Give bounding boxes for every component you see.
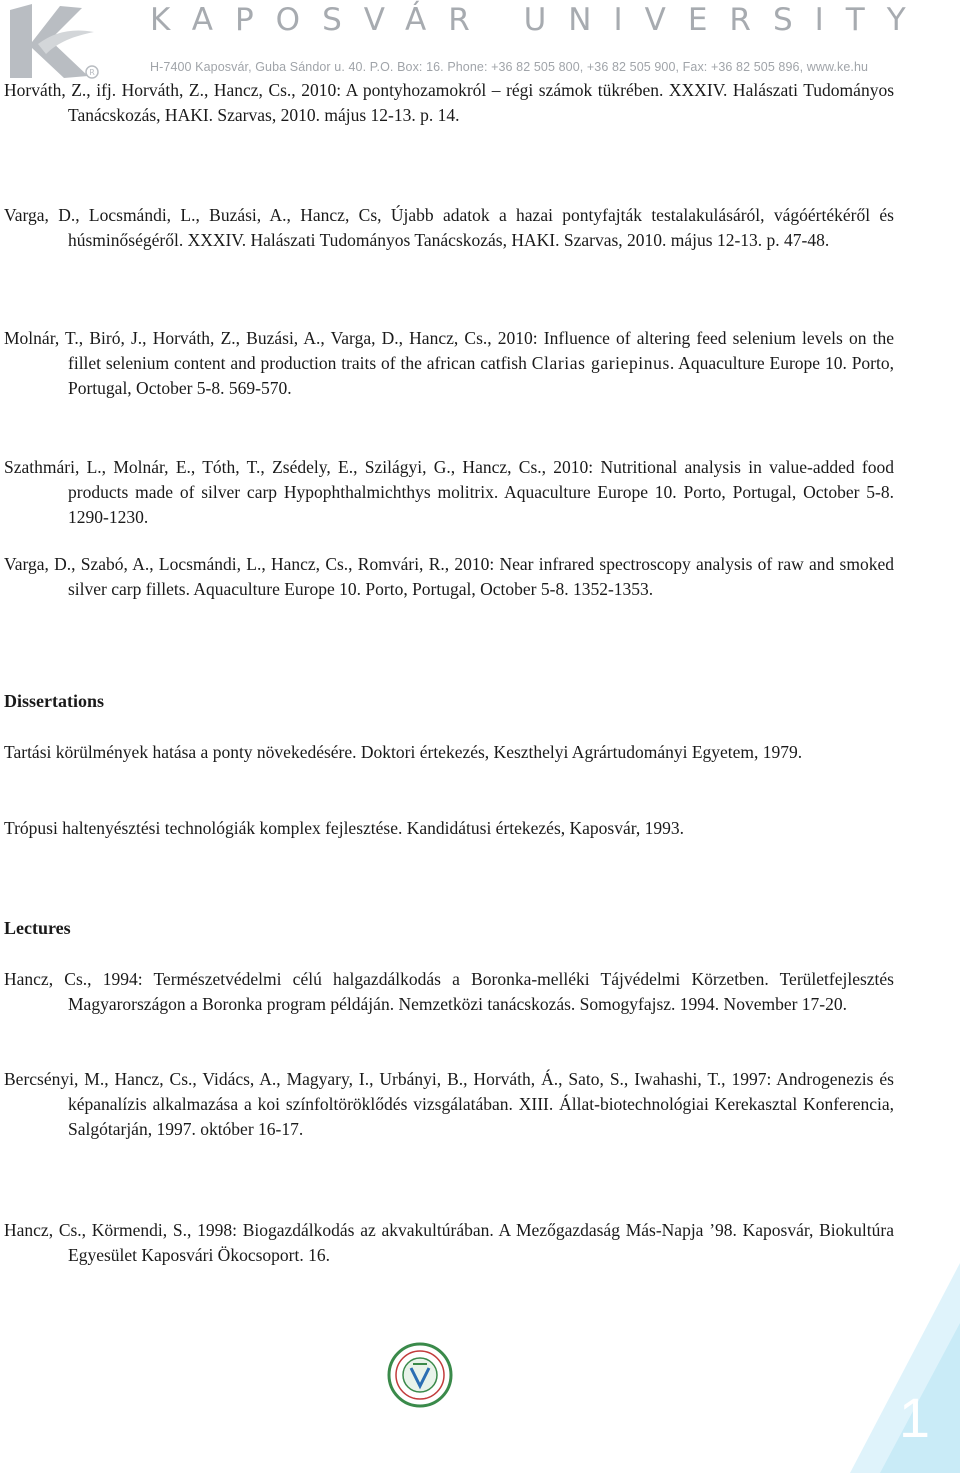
university-logo-icon <box>2 2 102 80</box>
species-name: Clarias gariepinus <box>531 353 670 373</box>
university-address: H-7400 Kaposvár, Guba Sándor u. 40. P.O. Box: 16. Phone: +36 82 505 800, +36 82 505 900, Fax: +36 82 505 896, www.ke.hu <box>150 60 869 74</box>
svg-text:R: R <box>89 68 95 77</box>
lecture-item: Bercsényi, M., Hancz, Cs., Vidács, A., Magyary, I., Urbányi, B., Horváth, Á., Sato, S., Iwahashi, T., 1997: Androgenezis és képanalízis alkalmazása a koi színfoltöröklődés vizsgálatában. XIII. Állat-biotechnológiai Kerekasztal Konferencia, Salgótarján, 1997. október 16-17. <box>4 1069 894 1139</box>
letterhead <box>0 0 960 82</box>
lecture-item: Hancz, Cs., Körmendi, S., 1998: Biogazdálkodás az akvakultúrában. A Mezőgazdaság Más-Napja ’98. Kaposvár, Biokultúra Egyesület Kaposvári Ökocsoport. 16. <box>4 1220 894 1265</box>
lecture-item: Hancz, Cs., 1994: Természetvédelmi célú halgazdálkodás a Boronka-melléki Tájvédelmi Körzetben. Területfejlesztés Magyarországon a Boronka program példáján. Nemzetközi tanácskozás. Somogyfajsz. 1994. November 17-20. <box>4 969 894 1014</box>
page-number: 1 <box>898 1386 930 1449</box>
iso-certification-seal-icon <box>387 1342 453 1408</box>
dissertation-item: Tartási körülmények hatása a ponty növekedésére. Doktori értekezés, Keszthelyi Agrártudományi Egyetem, 1979. <box>4 742 803 762</box>
section-title-lectures: Lectures <box>4 918 71 938</box>
reference-item: Horváth, Z., ifj. Horváth, Z., Hancz, Cs., 2010: A pontyhozamokról – régi számok tükrében. XXXIV. Halászati Tudományos Tanácskozás, HAKI. Szarvas, 2010. május 12-13. p. 14. <box>4 80 894 125</box>
reference-item: Varga, D., Locsmándi, L., Buzási, A., Hancz, Cs, Újabb adatok a hazai pontyfajták testalakulásáról, vágóértékéről és húsminőségéről. XXXIV. Halászati Tudományos Tanácskozás, HAKI. Szarvas, 2010. május 12-13. p. 47-48. <box>4 205 894 250</box>
reference-item: Varga, D., Szabó, A., Locsmándi, L., Hancz, Cs., Romvári, R., 2010: Near infrared spectroscopy analysis of raw and smoked silver carp fillets. Aquaculture Europe 10. Porto, Portugal, October 5-8. 1352-1353. <box>4 554 894 599</box>
reference-item: Molnár, T., Biró, J., Horváth, Z., Buzási, A., Varga, D., Hancz, Cs., 2010: Influence of altering feed selenium levels on the fillet selenium content and production traits of the african catfish Clarias gariepinus. Aquaculture Europe 10. Porto, Portugal, October 5-8. 569-570. <box>4 328 894 398</box>
university-name: KAPOSVÁR UNIVERSITY <box>150 2 928 38</box>
section-title-dissertations: Dissertations <box>4 691 104 711</box>
dissertation-item: Trópusi haltenyésztési technológiák komplex fejlesztése. Kandidátusi értekezés, Kaposvár, 1993. <box>4 818 684 838</box>
reference-item: Szathmári, L., Molnár, E., Tóth, T., Zsédely, E., Szilágyi, G., Hancz, Cs., 2010: Nutritional analysis in value-added food products made of silver carp Hypophthalmichthys molitrix. Aquaculture Europe 10. Porto, Portugal, October 5-8. 1290-1230. <box>4 457 894 527</box>
